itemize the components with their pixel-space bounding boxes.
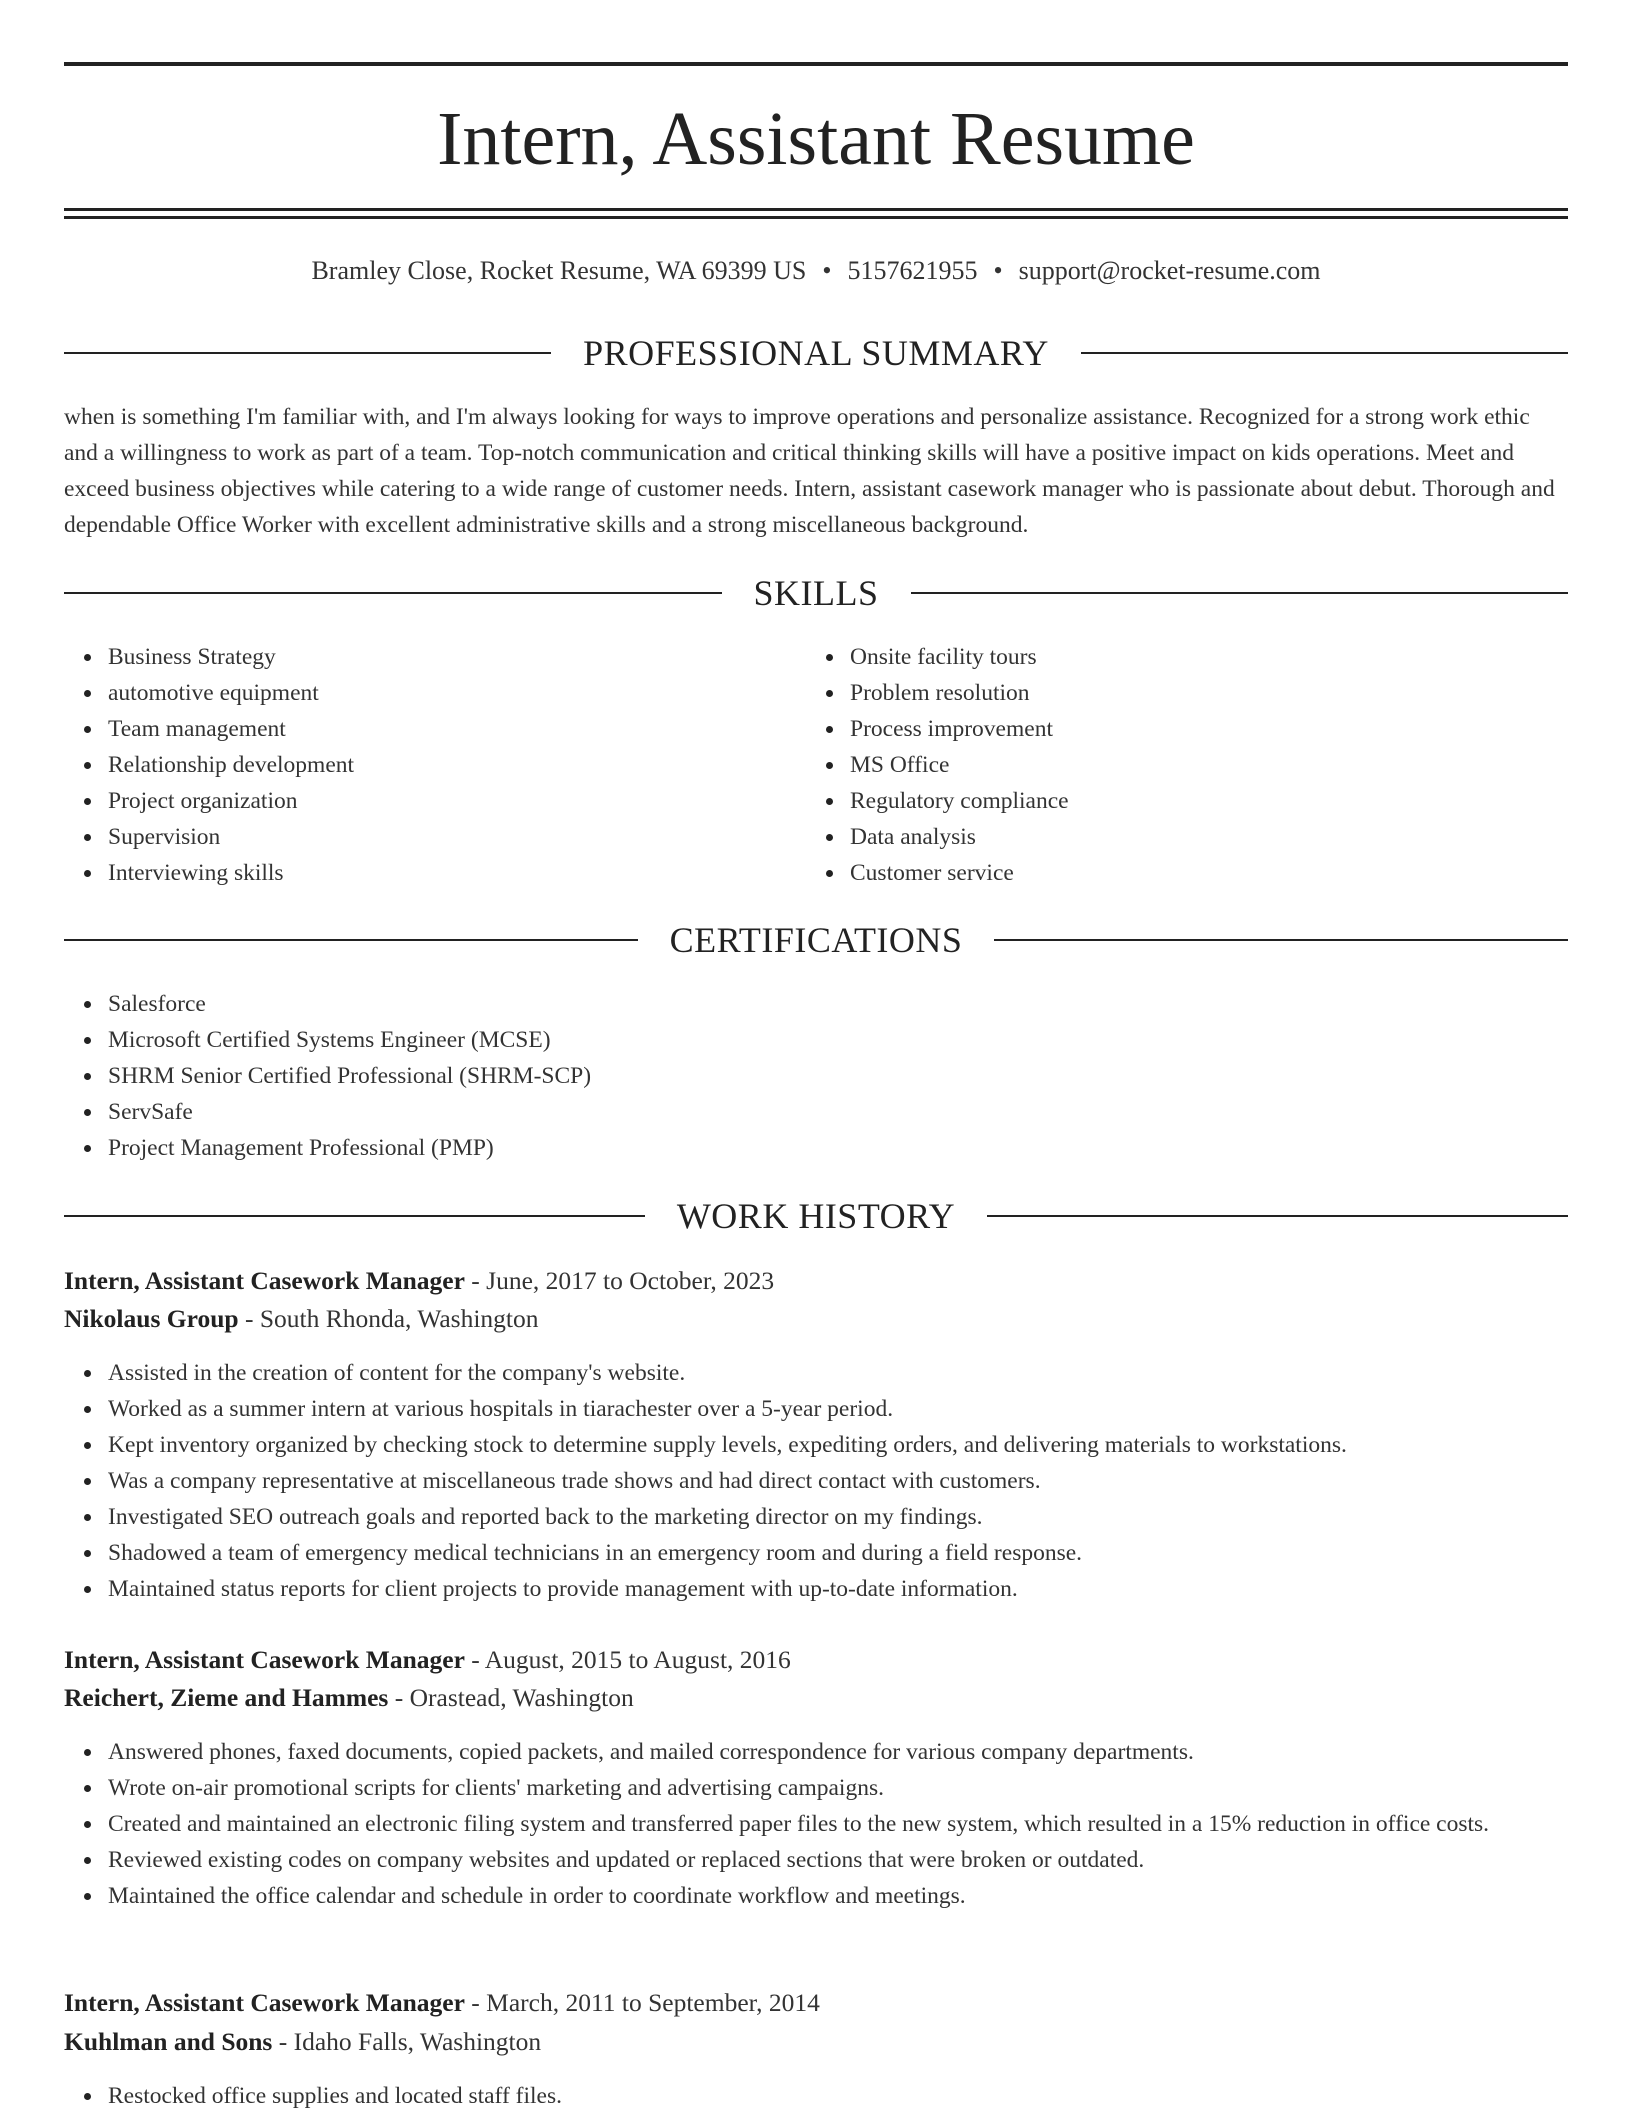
skill-item: Process improvement xyxy=(850,711,1550,747)
skill-item: Team management xyxy=(108,711,808,747)
skills-heading xyxy=(64,571,1568,615)
job-title-line xyxy=(64,1262,1568,1300)
heading-rule xyxy=(64,1215,645,1217)
heading-rule xyxy=(987,1215,1568,1217)
skill-item: Customer service xyxy=(850,855,1550,891)
skill-item: Business Strategy xyxy=(108,639,808,675)
skill-item: MS Office xyxy=(850,747,1550,783)
job-bullet: Restocked office supplies and located staff files. xyxy=(108,2078,1568,2114)
top-rule xyxy=(64,62,1568,66)
skill-item: Supervision xyxy=(108,819,808,855)
job-company: Kuhlman and Sons xyxy=(64,2027,273,2056)
job-company-line xyxy=(64,2023,1568,2061)
job-bullet: Was a company representative at miscellaneous trade shows and had direct contact with customers. xyxy=(108,1463,1568,1499)
certifications-heading xyxy=(64,918,1568,962)
contact-line xyxy=(64,254,1568,288)
job-separator: - xyxy=(464,1645,485,1674)
job-bullet: Wrote on-air promotional scripts for clients' marketing and advertising campaigns. xyxy=(108,1770,1568,1806)
section-heading-label: SKILLS xyxy=(753,573,879,613)
job-company-line xyxy=(64,1679,1568,1717)
job-title-line xyxy=(64,1641,1568,1679)
heading-rule xyxy=(64,592,722,594)
job-bullets xyxy=(64,2078,1568,2114)
section-heading-label: PROFESSIONAL SUMMARY xyxy=(583,333,1049,373)
skill-item: Relationship development xyxy=(108,747,808,783)
job-bullet: Kept inventory organized by checking stock to determine supply levels, expediting orders, and delivering materials to workstations. xyxy=(108,1427,1568,1463)
job-location: Idaho Falls, Washington xyxy=(293,2027,542,2056)
job-company: Reichert, Zieme and Hammes xyxy=(64,1683,389,1712)
job-location: Orastead, Washington xyxy=(409,1683,634,1712)
skill-item: Data analysis xyxy=(850,819,1550,855)
job-dates: August, 2015 to August, 2016 xyxy=(484,1645,791,1674)
job-title: Intern, Assistant Casework Manager xyxy=(64,1645,465,1674)
job-title-line xyxy=(64,1984,1568,2022)
heading-rule xyxy=(911,592,1569,594)
contact-separator: • xyxy=(993,256,1003,285)
heading-rule xyxy=(64,939,638,941)
job-bullet: Reviewed existing codes on company websites and updated or replaced sections that were broken or outdated. xyxy=(108,1842,1568,1878)
skill-item: Problem resolution xyxy=(850,675,1550,711)
skills-list-left xyxy=(64,639,808,891)
job-bullet: Assisted in the creation of content for the company's website. xyxy=(108,1355,1568,1391)
job-bullet: Shadowed a team of emergency medical technicians in an emergency room and during a field response. xyxy=(108,1535,1568,1571)
certification-item: ServSafe xyxy=(108,1094,1568,1130)
heading-rule xyxy=(994,939,1568,941)
work-history-heading xyxy=(64,1194,1568,1238)
skill-item: Project organization xyxy=(108,783,808,819)
job-title: Intern, Assistant Casework Manager xyxy=(64,1266,465,1295)
contact-email: support@rocket-resume.com xyxy=(1018,256,1321,285)
job-separator: - xyxy=(464,1988,487,2017)
job-separator: - xyxy=(272,2027,294,2056)
section-heading-label: WORK HISTORY xyxy=(676,1196,956,1236)
certification-item: Project Management Professional (PMP) xyxy=(108,1130,1568,1166)
job-bullet: Answered phones, faxed documents, copied packets, and mailed correspondence for various company departments. xyxy=(108,1734,1568,1770)
job-dates: March, 2011 to September, 2014 xyxy=(486,1988,820,2017)
contact-phone: 5157621955 xyxy=(847,256,978,285)
job-bullet: Maintained the office calendar and schedule in order to coordinate workflow and meetings. xyxy=(108,1878,1568,1914)
contact-separator: • xyxy=(822,256,832,285)
skill-item: Regulatory compliance xyxy=(850,783,1550,819)
job-title: Intern, Assistant Casework Manager xyxy=(64,1988,465,2017)
heading-rule xyxy=(64,352,551,354)
job-dates: June, 2017 to October, 2023 xyxy=(486,1266,775,1295)
certification-item: Salesforce xyxy=(108,986,1568,1022)
summary-text: when is something I'm familiar with, and I'm always looking for ways to improve operations and personalize assistance. Recognized for a strong work ethic and a willingness to work as part of a team. Top-notch communication and critical thinking skills will have a positive impact on kids operations. Meet and exceed business objectives while catering to a wide range of customer needs. Intern, assistant casework manager who is passionate about debut. Thorough and dependable Office Worker with excellent administrative skills and a strong miscellaneous background. xyxy=(64,404,1555,538)
job-bullet: Worked as a summer intern at various hospitals in tiarachester over a 5-year period. xyxy=(108,1391,1568,1427)
job-separator: - xyxy=(464,1266,487,1295)
job-location: South Rhonda, Washington xyxy=(259,1304,539,1333)
certification-item: SHRM Senior Certified Professional (SHRM-SCP) xyxy=(108,1058,1568,1094)
job-bullets xyxy=(64,1734,1568,1914)
job-separator: - xyxy=(238,1304,260,1333)
skill-item: Interviewing skills xyxy=(108,855,808,891)
section-heading-label: CERTIFICATIONS xyxy=(669,920,963,960)
certifications-list xyxy=(64,986,1568,1166)
certification-item: Microsoft Certified Systems Engineer (MCSE) xyxy=(108,1022,1568,1058)
skill-item: Onsite facility tours xyxy=(850,639,1550,675)
job-company-line xyxy=(64,1300,1568,1338)
resume-title: Intern, Assistant Resume xyxy=(437,97,1195,181)
job-bullet: Maintained status reports for client projects to provide management with up-to-date information. xyxy=(108,1571,1568,1607)
title-rule-lower xyxy=(64,216,1568,219)
job-company: Nikolaus Group xyxy=(64,1304,239,1333)
job-bullet: Investigated SEO outreach goals and reported back to the marketing director on my findings. xyxy=(108,1499,1568,1535)
job-bullet: Created and maintained an electronic filing system and transferred paper files to the new system, which resulted in a 15% reduction in office costs. xyxy=(108,1806,1568,1842)
job-separator: - xyxy=(388,1683,410,1712)
skills-list-right xyxy=(806,639,1550,891)
contact-address: Bramley Close, Rocket Resume, WA 69399 US xyxy=(311,256,807,285)
skill-item: automotive equipment xyxy=(108,675,808,711)
summary-heading xyxy=(64,331,1568,375)
heading-rule xyxy=(1081,352,1568,354)
job-bullets xyxy=(64,1355,1568,1607)
title-rule-upper xyxy=(64,208,1568,211)
